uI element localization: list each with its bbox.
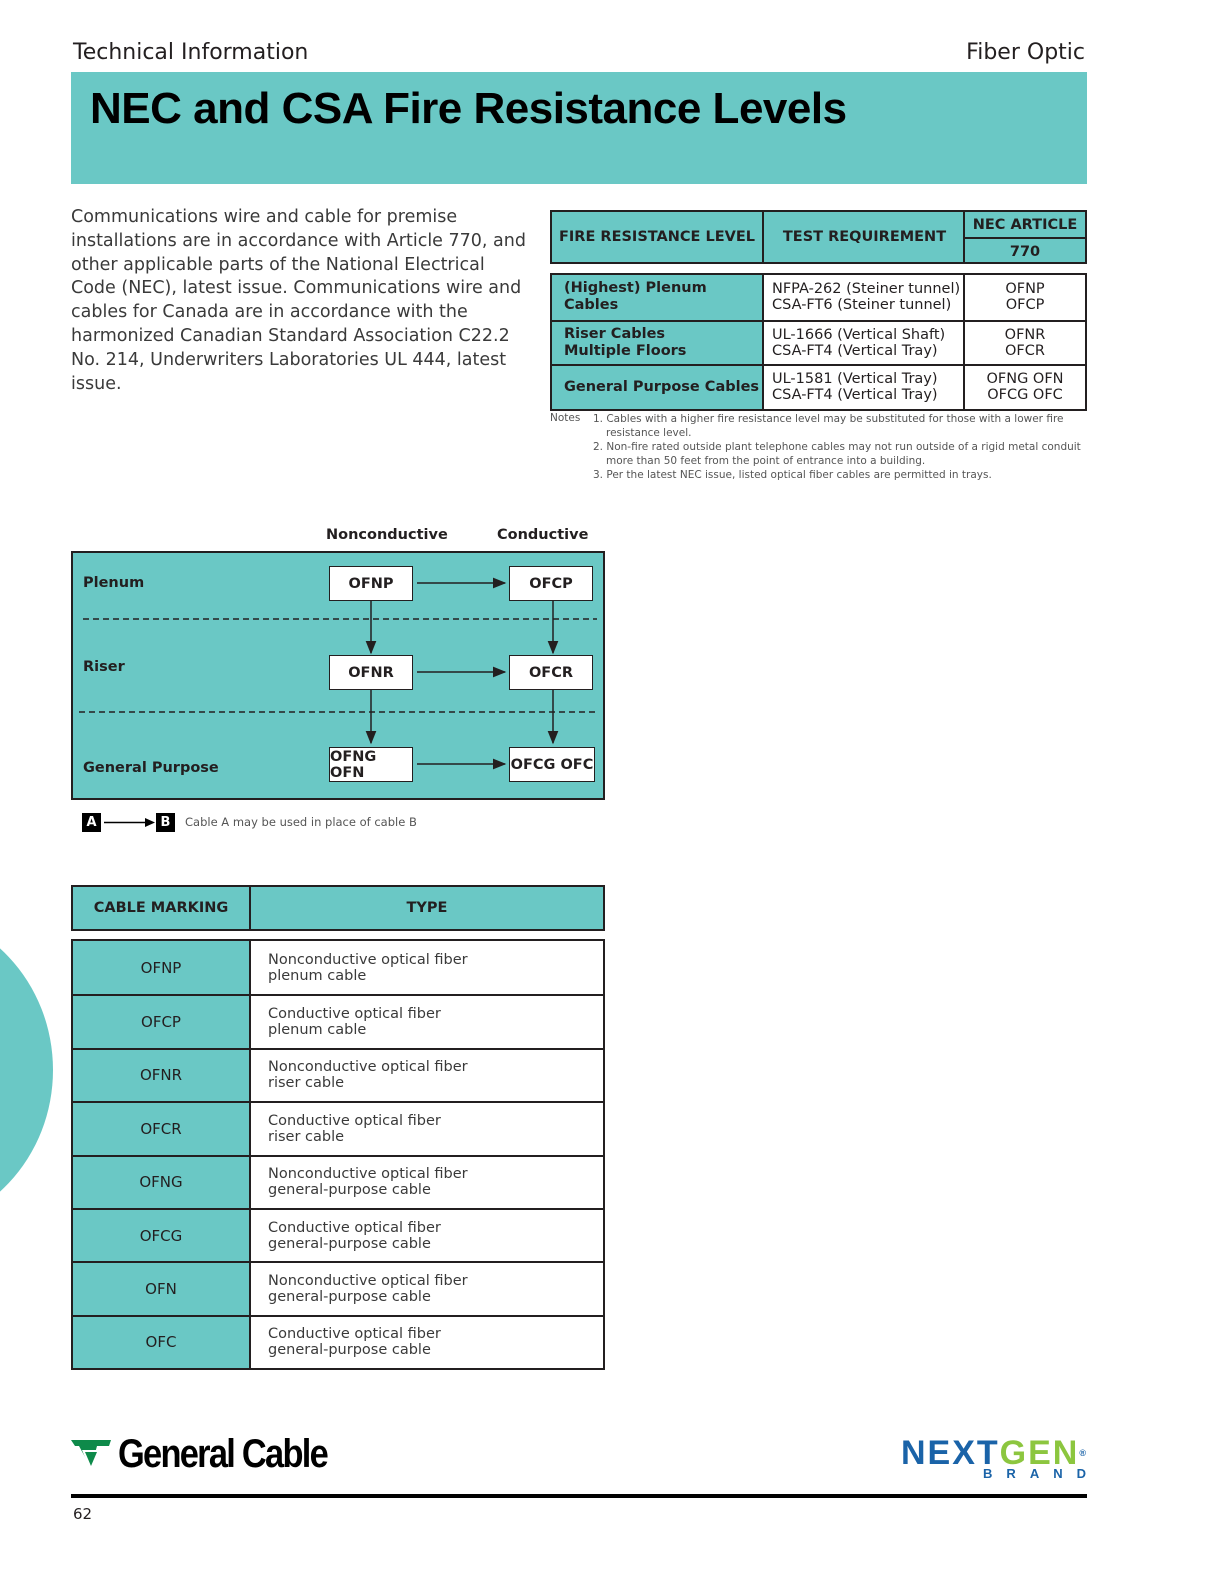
legend-box-b: B (156, 813, 175, 832)
table-row (552, 364, 1085, 409)
notes-list (593, 412, 1088, 482)
title-banner (71, 72, 1087, 184)
header-nec-article (963, 212, 1085, 262)
column-header-conductive: Conductive (497, 527, 589, 543)
header-nec-article-number: 770 (1009, 243, 1041, 260)
intro-paragraph: Communications wire and cable for premise installations are in accordance with Article 770, and other applicable parts of the National Electrical Code (NEC), latest issue. Communications wire and cables for Canada are in accordance with the harmonized Canadian Standard Association C22.2 No. 214, Underwriters Laboratories UL 444, latest issue. (71, 207, 526, 394)
header-nec-article-label: NEC ARTICLE (965, 212, 1085, 239)
table-row (73, 994, 603, 1047)
diagram-box-ofcg-ofc: OFCG OFC (509, 747, 595, 782)
header-fire-resistance-level: FIRE RESISTANCE LEVEL (559, 229, 755, 245)
notes-label: Notes (550, 412, 581, 424)
table-row (552, 320, 1085, 365)
diagram-box-ofnr: OFNR (329, 655, 413, 690)
article-conductive: OFCG OFC (987, 387, 1063, 404)
marking-table-header (71, 885, 605, 931)
diagram-box-ofcr: OFCR (509, 655, 593, 690)
article-nonconductive: OFNP (1005, 281, 1045, 298)
cable-marking: OFN (73, 1263, 249, 1314)
diagram-row-label-general: General Purpose (83, 760, 219, 776)
table-row (73, 1315, 603, 1368)
section-label: Technical Information (73, 40, 309, 65)
article-conductive: OFCR (1005, 342, 1045, 359)
article-conductive: OFCP (1005, 297, 1045, 314)
fire-table-header (550, 210, 1087, 264)
note-item: 3. Per the latest NEC issue, listed optical fiber cables are permitted in trays. (593, 469, 992, 481)
test-requirement (762, 275, 963, 320)
nec-article (963, 366, 1085, 409)
note-item: 1. Cables with a higher fire resistance level may be substituted for those with a lower fire resistance level. (593, 413, 1064, 439)
legend-box-a: A (82, 813, 101, 832)
fire-level: Riser Cables Multiple Floors (552, 322, 762, 365)
article-nonconductive: OFNR (1004, 326, 1046, 343)
test-requirement-us: UL-1581 (Vertical Tray) (772, 371, 938, 388)
cable-marking: OFNG (73, 1157, 249, 1208)
cable-marking: OFNR (73, 1050, 249, 1101)
table-row (73, 1048, 603, 1101)
nec-article (963, 275, 1085, 320)
cable-marking: OFC (73, 1317, 249, 1368)
table-row (73, 1208, 603, 1261)
registered-icon: ® (1079, 1448, 1088, 1458)
test-requirement-csa: CSA-FT6 (Steiner tunnel) (772, 297, 952, 314)
general-cable-shield-icon (70, 1438, 112, 1478)
cable-marking: OFCR (73, 1103, 249, 1154)
cable-marking: OFCP (73, 996, 249, 1047)
footer-rule (71, 1494, 1087, 1498)
table-row (73, 1155, 603, 1208)
table-row (73, 1101, 603, 1154)
cable-type: Conductive optical fiber riser cable (249, 1103, 603, 1154)
table-row (552, 275, 1085, 320)
page-title: NEC and CSA Fire Resistance Levels (90, 84, 847, 133)
fire-level: (Highest) Plenum Cables (552, 275, 762, 320)
general-cable-logo (70, 1432, 327, 1482)
fire-table-body (550, 273, 1087, 411)
substitution-diagram (71, 551, 605, 800)
table-row (73, 1261, 603, 1314)
category-label: Fiber Optic (966, 40, 1085, 65)
cable-type: Nonconductive optical fiber general-purpose cable (249, 1157, 603, 1208)
nextgen-word-next: NEXT (900, 1434, 1000, 1472)
nec-article (963, 322, 1085, 365)
cable-marking: OFNP (73, 941, 249, 994)
general-cable-wordmark: General Cable (118, 1432, 327, 1476)
diagram-box-ofng-ofn: OFNG OFN (329, 747, 413, 782)
legend-text: Cable A may be used in place of cable B (185, 815, 417, 829)
test-requirement (762, 366, 963, 409)
diagram-box-ofnp: OFNP (329, 566, 413, 601)
cable-type: Nonconductive optical fiber plenum cable (249, 941, 603, 994)
cable-marking: OFCG (73, 1210, 249, 1261)
fire-level: General Purpose Cables (552, 366, 762, 409)
cable-type: Conductive optical fiber plenum cable (249, 996, 603, 1047)
nextgen-brand-text: BRAND (983, 1466, 1100, 1481)
diagram-row-label-riser: Riser (83, 659, 125, 675)
decorative-side-circle (0, 910, 53, 1230)
legend-arrow-icon (101, 813, 157, 832)
nextgen-wordmark (901, 1436, 1088, 1470)
test-requirement (762, 322, 963, 365)
page-number: 62 (73, 1505, 93, 1523)
note-item: 2. Non-fire rated outside plant telephone cables may not run outside of a rigid metal conduit more than 50 feet from the point of entrance into a building. (593, 441, 1081, 467)
article-nonconductive: OFNG OFN (986, 371, 1064, 388)
cable-type: Conductive optical fiber general-purpose cable (249, 1317, 603, 1368)
table-row (73, 941, 603, 994)
test-requirement-csa: CSA-FT4 (Vertical Tray) (772, 387, 938, 404)
test-requirement-us: UL-1666 (Vertical Shaft) (772, 326, 946, 343)
marking-table-body (71, 939, 605, 1370)
cable-type: Nonconductive optical fiber general-purpose cable (249, 1263, 603, 1314)
header-test-requirement: TEST REQUIREMENT (762, 212, 965, 262)
diagram-box-ofcp: OFCP (509, 566, 593, 601)
column-header-nonconductive: Nonconductive (326, 527, 448, 543)
test-requirement-us: NFPA-262 (Steiner tunnel) (772, 281, 961, 298)
nextgen-brand-logo (900, 1434, 1100, 1481)
cable-type: Nonconductive optical fiber riser cable (249, 1050, 603, 1101)
test-requirement-csa: CSA-FT4 (Vertical Tray) (772, 342, 938, 359)
diagram-row-label-plenum: Plenum (83, 575, 145, 591)
nextgen-word-gen: GEN (999, 1434, 1080, 1472)
cable-type: Conductive optical fiber general-purpose cable (249, 1210, 603, 1261)
header-type: TYPE (249, 887, 603, 929)
header-cable-marking: CABLE MARKING (93, 900, 229, 916)
